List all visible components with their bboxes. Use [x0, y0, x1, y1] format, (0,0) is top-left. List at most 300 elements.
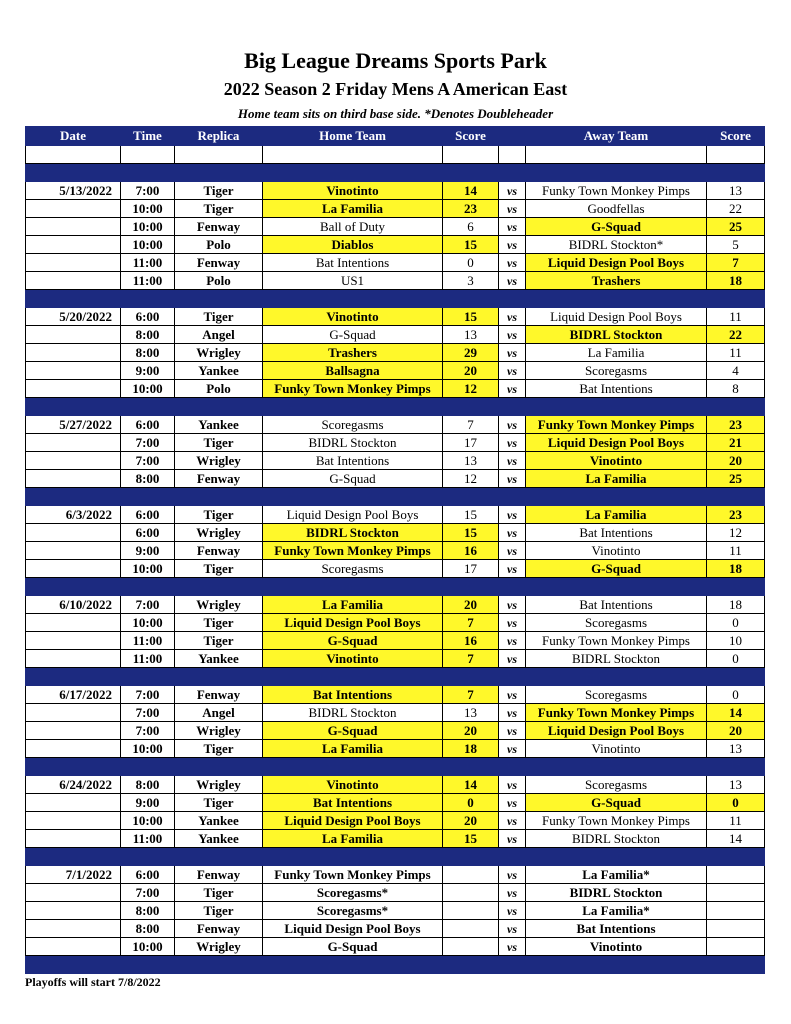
date-cell: [26, 704, 121, 722]
home-score-cell: 0: [443, 254, 499, 272]
table-row: [26, 614, 765, 632]
vs-cell: vs: [499, 830, 526, 848]
home-score-cell: 20: [443, 362, 499, 380]
home-team-cell: Scoregasms: [263, 560, 443, 578]
separator-row-cell: [707, 290, 765, 308]
table-row: [26, 362, 765, 380]
away-team-cell: Vinotinto: [526, 938, 707, 956]
replica-cell: Fenway: [175, 254, 263, 272]
separator-row-cell: [121, 578, 175, 596]
away-team-cell: Funky Town Monkey Pimps: [526, 704, 707, 722]
playoffs-note: Playoffs will start 7/8/2022: [25, 975, 161, 989]
home-score-cell: 18: [443, 740, 499, 758]
away-team-cell: G-Squad: [526, 560, 707, 578]
date-cell: [26, 254, 121, 272]
away-score-cell: [707, 866, 765, 884]
time-cell: 10:00: [121, 812, 175, 830]
date-cell: [26, 524, 121, 542]
away-score-cell: 5: [707, 236, 765, 254]
separator-row-cell: [26, 956, 121, 974]
replica-cell: Angel: [175, 326, 263, 344]
away-team-cell: BIDRL Stockton*: [526, 236, 707, 254]
home-score-cell: 20: [443, 596, 499, 614]
away-team-cell: Liquid Design Pool Boys: [526, 722, 707, 740]
home-score-cell: 7: [443, 686, 499, 704]
table-row: [26, 776, 765, 794]
away-team-cell: La Familia: [526, 506, 707, 524]
home-team-cell: Bat Intentions: [263, 794, 443, 812]
away-score-cell: 7: [707, 254, 765, 272]
date-cell: [26, 236, 121, 254]
replica-cell: Fenway: [175, 470, 263, 488]
home-score-cell: 15: [443, 308, 499, 326]
home-score-cell: 3: [443, 272, 499, 290]
away-score-cell: 18: [707, 560, 765, 578]
replica-cell: Yankee: [175, 650, 263, 668]
date-cell: [26, 560, 121, 578]
away-team-cell: G-Squad: [526, 794, 707, 812]
table-row: [26, 722, 765, 740]
date-cell: 6/3/2022: [26, 506, 121, 524]
home-score-cell: 20: [443, 722, 499, 740]
table-row: [26, 416, 765, 434]
separator-row-cell: [121, 164, 175, 182]
blank-row: [26, 146, 765, 164]
separator-row-cell: [121, 398, 175, 416]
vs-cell: vs: [499, 884, 526, 902]
vs-cell: vs: [499, 506, 526, 524]
home-team-cell: La Familia: [263, 596, 443, 614]
time-cell: 10:00: [121, 740, 175, 758]
home-team-cell: Scoregasms*: [263, 902, 443, 920]
table-row: [26, 344, 765, 362]
separator-row-cell: [443, 398, 499, 416]
replica-cell: Tiger: [175, 794, 263, 812]
col-away-team-header: Away Team: [526, 127, 707, 146]
replica-cell: Angel: [175, 704, 263, 722]
vs-cell: vs: [499, 866, 526, 884]
away-team-cell: Funky Town Monkey Pimps: [526, 632, 707, 650]
date-cell: 5/13/2022: [26, 182, 121, 200]
date-cell: [26, 542, 121, 560]
separator-row-cell: [526, 488, 707, 506]
replica-cell: Fenway: [175, 218, 263, 236]
home-score-cell: 7: [443, 614, 499, 632]
away-score-cell: 0: [707, 686, 765, 704]
vs-cell: vs: [499, 740, 526, 758]
separator-row-cell: [707, 758, 765, 776]
date-cell: 5/20/2022: [26, 308, 121, 326]
separator-row-cell: [263, 758, 443, 776]
date-cell: [26, 218, 121, 236]
home-score-cell: [443, 866, 499, 884]
time-cell: 8:00: [121, 326, 175, 344]
home-team-cell: Bat Intentions: [263, 686, 443, 704]
away-score-cell: 13: [707, 740, 765, 758]
home-team-cell: Ballsagna: [263, 362, 443, 380]
vs-cell: vs: [499, 344, 526, 362]
away-team-cell: La Familia: [526, 470, 707, 488]
separator-row-cell: [707, 488, 765, 506]
home-score-cell: [443, 902, 499, 920]
time-cell: 11:00: [121, 650, 175, 668]
separator-row: [26, 848, 765, 866]
page-note: Home team sits on third base side. *Denotes Doubleheader: [237, 106, 554, 121]
vs-cell: vs: [499, 704, 526, 722]
time-cell: 10:00: [121, 236, 175, 254]
away-team-cell: Liquid Design Pool Boys: [526, 308, 707, 326]
date-cell: 7/1/2022: [26, 866, 121, 884]
separator-row-cell: [263, 398, 443, 416]
table-row: [26, 236, 765, 254]
away-score-cell: 18: [707, 596, 765, 614]
separator-row-cell: [526, 398, 707, 416]
separator-row-cell: [499, 398, 526, 416]
separator-row: [26, 758, 765, 776]
home-team-cell: Diablos: [263, 236, 443, 254]
table-row: [26, 308, 765, 326]
time-cell: 8:00: [121, 470, 175, 488]
replica-cell: Wrigley: [175, 524, 263, 542]
separator-row-cell: [526, 578, 707, 596]
time-cell: 11:00: [121, 272, 175, 290]
replica-cell: Polo: [175, 236, 263, 254]
separator-row-cell: [707, 164, 765, 182]
table-row: [26, 326, 765, 344]
home-team-cell: Vinotinto: [263, 650, 443, 668]
vs-cell: vs: [499, 794, 526, 812]
away-score-cell: 8: [707, 380, 765, 398]
separator-row-cell: [263, 578, 443, 596]
away-team-cell: Scoregasms: [526, 686, 707, 704]
away-team-cell: Bat Intentions: [526, 596, 707, 614]
away-score-cell: 10: [707, 632, 765, 650]
separator-row-cell: [175, 956, 263, 974]
table-row: [26, 938, 765, 956]
separator-row-cell: [263, 668, 443, 686]
away-score-cell: 11: [707, 812, 765, 830]
blank-row-cell: [26, 146, 121, 164]
home-team-cell: Funky Town Monkey Pimps: [263, 542, 443, 560]
replica-cell: Fenway: [175, 920, 263, 938]
separator-row-cell: [443, 164, 499, 182]
col-home-team-header: Home Team: [263, 127, 443, 146]
replica-cell: Fenway: [175, 866, 263, 884]
separator-row-cell: [526, 848, 707, 866]
time-cell: 7:00: [121, 596, 175, 614]
time-cell: 7:00: [121, 434, 175, 452]
date-cell: [26, 740, 121, 758]
table-row: [26, 596, 765, 614]
replica-cell: Wrigley: [175, 452, 263, 470]
time-cell: 8:00: [121, 344, 175, 362]
separator-row-cell: [175, 398, 263, 416]
table-row: [26, 884, 765, 902]
away-team-cell: Vinotinto: [526, 452, 707, 470]
time-cell: 8:00: [121, 902, 175, 920]
home-score-cell: 23: [443, 200, 499, 218]
away-team-cell: Scoregasms: [526, 614, 707, 632]
home-score-cell: 14: [443, 776, 499, 794]
away-team-cell: La Familia: [526, 344, 707, 362]
replica-cell: Yankee: [175, 416, 263, 434]
away-score-cell: 11: [707, 344, 765, 362]
away-score-cell: 13: [707, 776, 765, 794]
separator-row-cell: [121, 488, 175, 506]
home-team-cell: Liquid Design Pool Boys: [263, 614, 443, 632]
away-score-cell: 20: [707, 722, 765, 740]
home-score-cell: 13: [443, 326, 499, 344]
replica-cell: Tiger: [175, 632, 263, 650]
separator-row-cell: [121, 758, 175, 776]
home-team-cell: G-Squad: [263, 632, 443, 650]
separator-row-cell: [26, 578, 121, 596]
home-team-cell: La Familia: [263, 830, 443, 848]
blank-row-cell: [121, 146, 175, 164]
separator-row-cell: [121, 668, 175, 686]
home-score-cell: 16: [443, 542, 499, 560]
table-row: [26, 686, 765, 704]
vs-cell: vs: [499, 596, 526, 614]
vs-cell: vs: [499, 416, 526, 434]
separator-row-cell: [175, 290, 263, 308]
table-row: [26, 524, 765, 542]
table-row: [26, 254, 765, 272]
replica-cell: Wrigley: [175, 776, 263, 794]
away-team-cell: Bat Intentions: [526, 380, 707, 398]
away-team-cell: La Familia*: [526, 902, 707, 920]
table-row: [26, 380, 765, 398]
time-cell: 7:00: [121, 722, 175, 740]
vs-cell: vs: [499, 650, 526, 668]
col-vs-header: [499, 127, 526, 146]
table-row: [26, 920, 765, 938]
separator-row-cell: [263, 164, 443, 182]
replica-cell: Yankee: [175, 830, 263, 848]
home-score-cell: 29: [443, 344, 499, 362]
time-cell: 11:00: [121, 254, 175, 272]
time-cell: 6:00: [121, 866, 175, 884]
time-cell: 7:00: [121, 884, 175, 902]
home-score-cell: 0: [443, 794, 499, 812]
separator-row-cell: [499, 164, 526, 182]
vs-cell: vs: [499, 254, 526, 272]
home-team-cell: Vinotinto: [263, 182, 443, 200]
away-team-cell: Liquid Design Pool Boys: [526, 254, 707, 272]
separator-row-cell: [121, 956, 175, 974]
replica-cell: Tiger: [175, 308, 263, 326]
time-cell: 10:00: [121, 380, 175, 398]
separator-row-cell: [26, 290, 121, 308]
time-cell: 8:00: [121, 920, 175, 938]
time-cell: 10:00: [121, 938, 175, 956]
home-score-cell: 17: [443, 560, 499, 578]
home-score-cell: 6: [443, 218, 499, 236]
date-cell: 5/27/2022: [26, 416, 121, 434]
blank-row-cell: [707, 146, 765, 164]
date-cell: [26, 452, 121, 470]
time-cell: 9:00: [121, 794, 175, 812]
separator-row: [26, 956, 765, 974]
home-team-cell: Trashers: [263, 344, 443, 362]
home-team-cell: Liquid Design Pool Boys: [263, 812, 443, 830]
separator-row-cell: [443, 668, 499, 686]
col-away-score-header: Score: [707, 127, 765, 146]
replica-cell: Wrigley: [175, 722, 263, 740]
home-score-cell: [443, 884, 499, 902]
date-cell: [26, 722, 121, 740]
home-team-cell: La Familia: [263, 740, 443, 758]
away-score-cell: [707, 884, 765, 902]
away-score-cell: 13: [707, 182, 765, 200]
date-cell: [26, 614, 121, 632]
home-team-cell: Bat Intentions: [263, 254, 443, 272]
separator-row-cell: [26, 848, 121, 866]
home-score-cell: 7: [443, 416, 499, 434]
replica-cell: Tiger: [175, 740, 263, 758]
date-cell: [26, 200, 121, 218]
replica-cell: Tiger: [175, 902, 263, 920]
date-cell: [26, 470, 121, 488]
separator-row-cell: [707, 578, 765, 596]
table-row: [26, 470, 765, 488]
separator-row-cell: [499, 668, 526, 686]
table-row: [26, 200, 765, 218]
vs-cell: vs: [499, 452, 526, 470]
table-row: [26, 434, 765, 452]
vs-cell: vs: [499, 560, 526, 578]
away-team-cell: Goodfellas: [526, 200, 707, 218]
separator-row-cell: [443, 956, 499, 974]
home-team-cell: US1: [263, 272, 443, 290]
page-subtitle: 2022 Season 2 Friday Mens A American East: [223, 79, 568, 99]
replica-cell: Polo: [175, 380, 263, 398]
away-team-cell: G-Squad: [526, 218, 707, 236]
away-team-cell: Bat Intentions: [526, 920, 707, 938]
table-row: [26, 902, 765, 920]
away-score-cell: 12: [707, 524, 765, 542]
date-cell: 6/10/2022: [26, 596, 121, 614]
separator-row-cell: [499, 956, 526, 974]
away-team-cell: Scoregasms: [526, 776, 707, 794]
vs-cell: vs: [499, 182, 526, 200]
separator-row-cell: [707, 956, 765, 974]
blank-row-cell: [526, 146, 707, 164]
home-team-cell: BIDRL Stockton: [263, 704, 443, 722]
home-team-cell: Ball of Duty: [263, 218, 443, 236]
date-cell: [26, 884, 121, 902]
home-team-cell: Vinotinto: [263, 776, 443, 794]
separator-row-cell: [526, 758, 707, 776]
vs-cell: vs: [499, 524, 526, 542]
home-score-cell: 16: [443, 632, 499, 650]
home-score-cell: 12: [443, 470, 499, 488]
table-row: [26, 560, 765, 578]
home-team-cell: Scoregasms: [263, 416, 443, 434]
table-row: [26, 506, 765, 524]
away-team-cell: BIDRL Stockton: [526, 830, 707, 848]
schedule-table: [25, 126, 765, 974]
date-cell: [26, 794, 121, 812]
time-cell: 6:00: [121, 416, 175, 434]
separator-row-cell: [526, 164, 707, 182]
separator-row-cell: [443, 488, 499, 506]
home-score-cell: 7: [443, 650, 499, 668]
replica-cell: Tiger: [175, 614, 263, 632]
separator-row-cell: [443, 758, 499, 776]
separator-row-cell: [175, 488, 263, 506]
separator-row-cell: [121, 290, 175, 308]
away-score-cell: 23: [707, 416, 765, 434]
col-replica-header: Replica: [175, 127, 263, 146]
separator-row-cell: [526, 290, 707, 308]
table-row: [26, 218, 765, 236]
vs-cell: vs: [499, 218, 526, 236]
replica-cell: Wrigley: [175, 596, 263, 614]
date-cell: [26, 902, 121, 920]
separator-row: [26, 488, 765, 506]
away-team-cell: Funky Town Monkey Pimps: [526, 182, 707, 200]
date-cell: 6/24/2022: [26, 776, 121, 794]
separator-row: [26, 578, 765, 596]
separator-row-cell: [443, 290, 499, 308]
separator-row: [26, 668, 765, 686]
separator-row-cell: [707, 398, 765, 416]
replica-cell: Tiger: [175, 506, 263, 524]
home-team-cell: G-Squad: [263, 326, 443, 344]
page-title: Big League Dreams Sports Park: [244, 48, 547, 73]
date-cell: [26, 920, 121, 938]
home-score-cell: [443, 920, 499, 938]
separator-row-cell: [175, 164, 263, 182]
home-team-cell: G-Squad: [263, 470, 443, 488]
home-score-cell: 15: [443, 506, 499, 524]
away-score-cell: 14: [707, 704, 765, 722]
table-row: [26, 182, 765, 200]
time-cell: 6:00: [121, 308, 175, 326]
time-cell: 7:00: [121, 704, 175, 722]
away-score-cell: 22: [707, 326, 765, 344]
away-score-cell: [707, 902, 765, 920]
away-score-cell: 0: [707, 650, 765, 668]
home-team-cell: BIDRL Stockton: [263, 524, 443, 542]
home-score-cell: 15: [443, 524, 499, 542]
home-score-cell: 15: [443, 236, 499, 254]
time-cell: 10:00: [121, 560, 175, 578]
time-cell: 11:00: [121, 830, 175, 848]
away-score-cell: 11: [707, 308, 765, 326]
separator-row-cell: [443, 848, 499, 866]
table-row: [26, 704, 765, 722]
date-cell: [26, 326, 121, 344]
vs-cell: vs: [499, 902, 526, 920]
home-team-cell: Funky Town Monkey Pimps: [263, 866, 443, 884]
separator-row: [26, 290, 765, 308]
replica-cell: Tiger: [175, 182, 263, 200]
date-cell: [26, 830, 121, 848]
away-score-cell: 4: [707, 362, 765, 380]
separator-row-cell: [175, 848, 263, 866]
table-row: [26, 452, 765, 470]
replica-cell: Tiger: [175, 200, 263, 218]
blank-row-cell: [443, 146, 499, 164]
away-team-cell: Vinotinto: [526, 740, 707, 758]
away-score-cell: 25: [707, 470, 765, 488]
separator-row-cell: [26, 398, 121, 416]
away-score-cell: 21: [707, 434, 765, 452]
time-cell: 9:00: [121, 542, 175, 560]
away-score-cell: 20: [707, 452, 765, 470]
